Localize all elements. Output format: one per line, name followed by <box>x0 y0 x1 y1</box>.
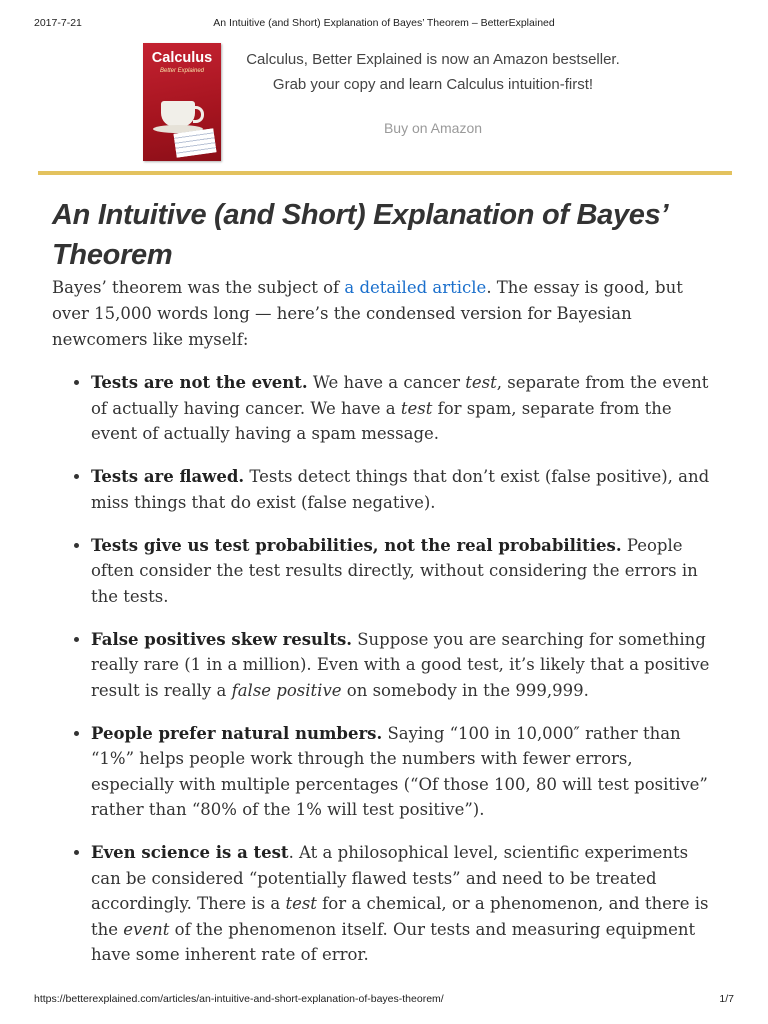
article-intro: Bayes’ theorem was the subject of a detailed article. The essay is good, but over 15,000 words long — here’s the condensed version for Bayesian newcomers like myself: <box>52 278 683 349</box>
buy-on-amazon-link[interactable]: Buy on Amazon <box>383 120 483 136</box>
article <box>52 195 720 985</box>
list-item: • Tests are not the event. We have a cancer test, separate from the event of actually having cancer. We have a test for spam, separate from the event of actually having a spam message. <box>91 370 720 447</box>
print-page-title: An Intuitive (and Short) Explanation of Bayes’ Theorem – BetterExplained <box>213 17 555 29</box>
detailed-article-link[interactable]: a detailed article <box>344 278 487 297</box>
divider-rule <box>38 171 732 175</box>
list-item: • People prefer natural numbers. Saying “100 in 10,000″ rather than “1%” helps people work through the numbers with fewer errors, especially with multiple percentages (“Of those 100, 80 will test positive” rather than “80% of the 1% will test positive”). <box>91 721 720 823</box>
promo-line-1: Calculus, Better Explained is now an Amazon bestseller. <box>246 51 620 68</box>
page-url: https://betterexplained.com/articles/an-intuitive-and-short-explanation-of-bayes-theorem/ <box>34 993 444 1005</box>
list-item: • Tests give us test probabilities, not the real probabilities. People often consider the test results directly, without considering the errors in the tests. <box>91 533 720 610</box>
print-date: 2017-7-21 <box>34 17 82 29</box>
book-cover-title: Calculus <box>151 50 213 66</box>
print-header <box>34 17 734 31</box>
print-footer <box>34 993 734 1007</box>
promo-line-2: Grab your copy and learn Calculus intuition-first! <box>272 76 594 93</box>
page-number: 1/7 <box>719 993 734 1005</box>
coffee-cup-icon <box>161 101 195 127</box>
article-title: An Intuitive (and Short) Explanation of Bayes’ Theorem <box>52 199 668 271</box>
book-cover-subtitle: Better Explained <box>159 68 205 74</box>
list-item: • False positives skew results. Suppose you are searching for something really rare (1 in a million). Even with a good test, it’s likely that a positive result is really a false positive on somebody in the 999,999. <box>91 627 720 704</box>
promo-text <box>233 47 633 97</box>
list-item: • Even science is a test. At a philosophical level, scientific experiments can be considered “potentially flawed tests” and need to be treated accordingly. There is a test for a chemical, or a phenomenon, and there is the event of the phenomenon itself. Our tests and measuring equipment have some inherent rate of error. <box>91 840 720 968</box>
list-item: • Tests are flawed. Tests detect things that don’t exist (false positive), and miss things that do exist (false negative). <box>91 464 720 515</box>
note-card-icon <box>174 128 217 157</box>
book-promo <box>143 43 733 163</box>
book-cover-image[interactable] <box>143 43 221 161</box>
key-points-list <box>52 370 720 968</box>
